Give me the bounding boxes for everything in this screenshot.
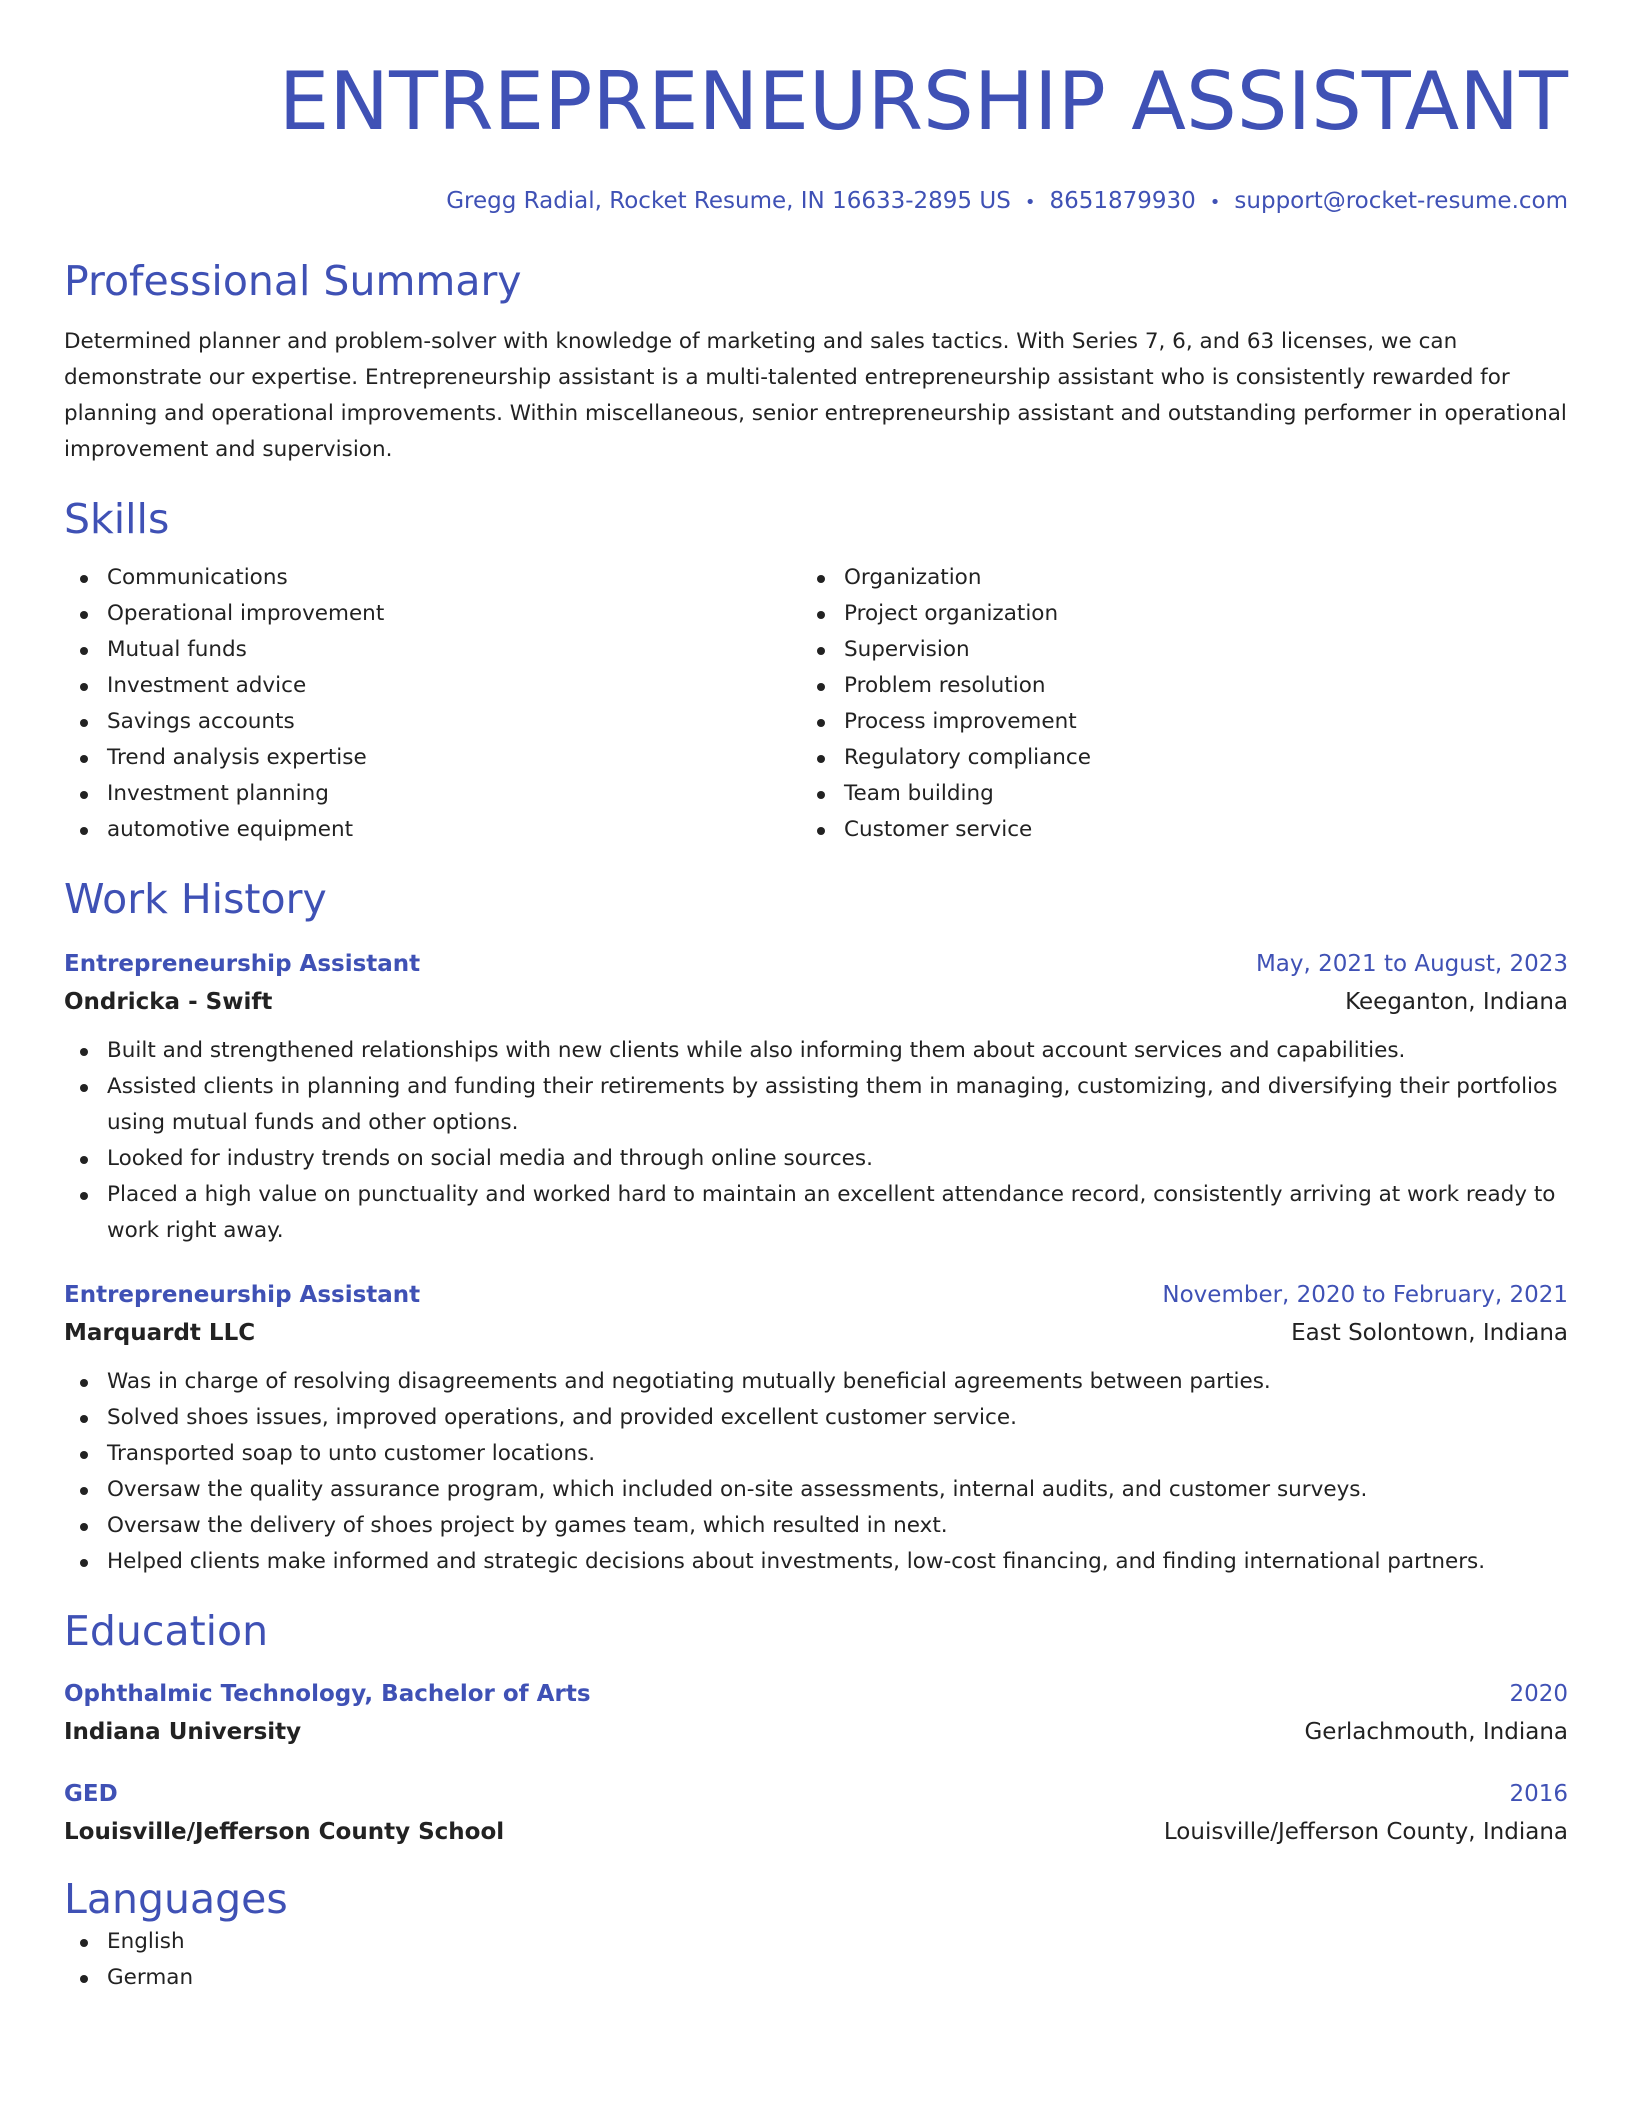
skill-item: Investment advice: [64, 668, 801, 704]
education-header-row: [64, 1678, 1568, 1710]
contact-separator: •: [1024, 192, 1036, 213]
skill-item: Savings accounts: [64, 704, 801, 740]
job-bullets: [64, 1364, 1568, 1580]
job-header-row: [64, 948, 1568, 980]
skill-item: Supervision: [801, 632, 1538, 668]
job-location: East Solontown, Indiana: [1291, 1320, 1568, 1346]
education-entry: [64, 1678, 1568, 1748]
language-item: German: [64, 1960, 1568, 1996]
summary-text: Determined planner and problem-solver with knowledge of marketing and sales tactics. With Series 7, 6, and 63 licenses, we can demonstrate our expertise. Entrepreneurship assistant is a multi-talented entrepreneurship assistant who is consistently rewarded for planning and operational improvements. Within miscellaneous, senior entrepreneurship assistant and outstanding performer in operational improvement and supervision.: [64, 329, 1567, 462]
education-location: Gerlachmouth, Indiana: [1304, 1719, 1568, 1745]
job-company-row: [64, 980, 1568, 1018]
education-school: Indiana University: [64, 1719, 302, 1745]
job-entry: [64, 948, 1568, 1249]
skills-heading: Skills: [64, 495, 170, 543]
job-bullet: Built and strengthened relationships with new clients while also informing them about account services and capabilities.: [64, 1033, 1568, 1069]
education-location: Louisville/Jefferson County, Indiana: [1163, 1819, 1568, 1845]
work-history-heading: Work History: [64, 875, 327, 923]
skill-item: Organization: [801, 560, 1538, 596]
contact-separator: •: [1209, 192, 1221, 213]
job-company-row: [64, 1311, 1568, 1349]
skill-item: Problem resolution: [801, 668, 1538, 704]
skill-item: Trend analysis expertise: [64, 740, 801, 776]
contact-email: support@rocket-resume.com: [1234, 188, 1568, 214]
skill-item: Team building: [801, 776, 1538, 812]
language-item: English: [64, 1924, 1568, 1960]
job-company: Ondricka - Swift: [64, 989, 273, 1015]
skill-item: Customer service: [801, 812, 1538, 848]
skill-item: Mutual funds: [64, 632, 801, 668]
job-bullet: Looked for industry trends on social media and through online sources.: [64, 1141, 1568, 1177]
job-bullet: Placed a high value on punctuality and worked hard to maintain an excellent attendance record, consistently arriving at work ready to work right away.: [64, 1177, 1568, 1249]
job-dates: May, 2021 to August, 2023: [1255, 951, 1568, 977]
job-bullet: Oversaw the delivery of shoes project by games team, which resulted in next.: [64, 1508, 1568, 1544]
skill-item: Investment planning: [64, 776, 801, 812]
skill-item: Project organization: [801, 596, 1538, 632]
contact-line: [64, 186, 1568, 218]
job-title: Entrepreneurship Assistant: [64, 1282, 421, 1308]
skills-list-left: [64, 560, 801, 848]
summary-heading: Professional Summary: [64, 257, 522, 305]
job-bullet: Helped clients make informed and strategic decisions about investments, low-cost financing, and finding international partners.: [64, 1544, 1568, 1580]
job-entry: [64, 1279, 1568, 1580]
job-bullets: [64, 1033, 1568, 1249]
job-location: Keeganton, Indiana: [1345, 989, 1568, 1015]
skill-item: Operational improvement: [64, 596, 801, 632]
job-bullet: Solved shoes issues, improved operations, and provided excellent customer service.: [64, 1400, 1568, 1436]
languages-heading: Languages: [64, 1875, 288, 1923]
contact-address: Gregg Radial, Rocket Resume, IN 16633-2895 US: [446, 188, 1011, 214]
skill-item: Communications: [64, 560, 801, 596]
education-school-row: [64, 1810, 1568, 1848]
education-heading: Education: [64, 1607, 269, 1655]
skills-grid: [64, 560, 1568, 848]
job-title: Entrepreneurship Assistant: [64, 951, 421, 977]
resume-header: [64, 0, 1568, 218]
job-bullet: Assisted clients in planning and funding their retirements by assisting them in managing, customizing, and diversifying their portfolios using mutual funds and other options.: [64, 1069, 1568, 1141]
education-school: Louisville/Jefferson County School: [64, 1819, 505, 1845]
job-dates: November, 2020 to February, 2021: [1162, 1282, 1568, 1308]
skills-column-right: [801, 560, 1538, 848]
skill-item: automotive equipment: [64, 812, 801, 848]
job-bullet: Oversaw the quality assurance program, which included on-site assessments, internal audits, and customer surveys.: [64, 1472, 1568, 1508]
skills-column-left: [64, 560, 801, 848]
skill-item: Regulatory compliance: [801, 740, 1538, 776]
education-school-row: [64, 1710, 1568, 1748]
job-header-row: [64, 1279, 1568, 1311]
contact-phone: 8651879930: [1049, 188, 1196, 214]
education-degree: Ophthalmic Technology, Bachelor of Arts: [64, 1681, 591, 1707]
languages-list: [64, 1924, 1568, 1996]
skills-list-right: [801, 560, 1538, 848]
job-bullet: Transported soap to unto customer locations.: [64, 1436, 1568, 1472]
education-year: 2016: [1509, 1781, 1568, 1807]
skill-item: Process improvement: [801, 704, 1538, 740]
education-year: 2020: [1509, 1681, 1568, 1707]
education-degree: GED: [64, 1781, 118, 1807]
education-entry: [64, 1778, 1568, 1848]
job-company: Marquardt LLC: [64, 1320, 256, 1346]
education-header-row: [64, 1778, 1568, 1810]
job-bullet: Was in charge of resolving disagreements and negotiating mutually beneficial agreements between parties.: [64, 1364, 1568, 1400]
candidate-name: ENTREPRENEURSHIP ASSISTANT: [278, 55, 1568, 148]
